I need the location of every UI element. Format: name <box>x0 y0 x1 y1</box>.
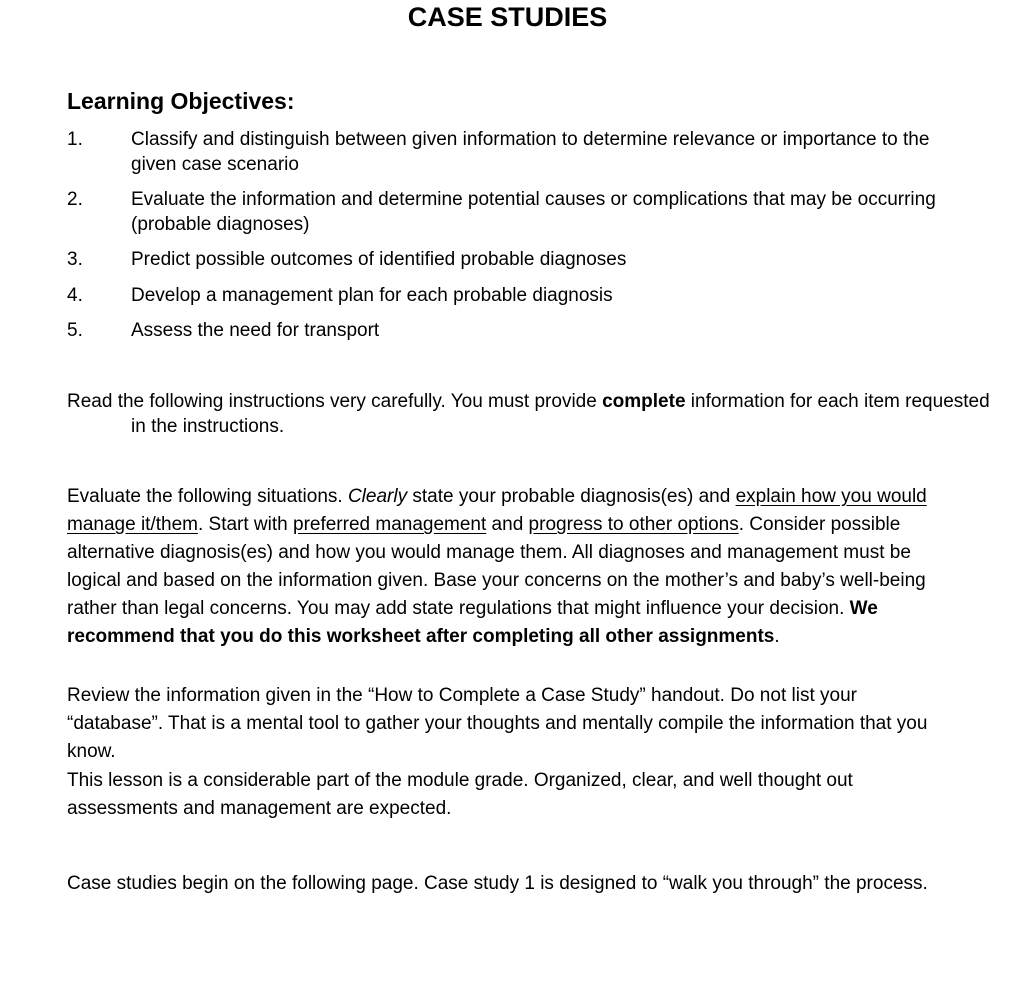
objective-number: 4. <box>67 285 83 306</box>
review-paragraph: Review the information given in the “How to Complete a Case Study” handout. Do not list your “database”. That is a mental tool to gather your thoughts and mentally compile the information that you know. <box>67 685 928 762</box>
emphasis-clearly: Clearly <box>347 486 408 507</box>
evaluate-paragraph <box>67 483 957 651</box>
objective-item-4 <box>67 283 967 308</box>
read-instructions-paragraph <box>67 389 991 439</box>
objective-text: Evaluate the information and determine potential causes or complications that may be occurring (probable diagnoses) <box>131 189 936 235</box>
evaluate-text: and <box>486 514 529 535</box>
objective-item-5 <box>67 318 967 343</box>
emphasis-recommendation: We recommend that you do this worksheet after completing all other assignments <box>67 598 878 647</box>
objective-item-2 <box>67 187 967 237</box>
evaluate-text: state your probable diagnosis(es) and <box>407 486 736 507</box>
underline-explain-manage: explain how you would manage it/them <box>67 486 927 535</box>
objective-number: 5. <box>67 320 83 341</box>
objective-text: Assess the need for transport <box>131 320 380 341</box>
objective-item-3 <box>67 247 967 272</box>
read-instructions-text: Read the following instructions very carefully. You must provide <box>67 391 603 412</box>
case-start-paragraph: Case studies begin on the following page. Case study 1 is designed to “walk you through” the process. <box>67 873 928 894</box>
objective-item-1 <box>67 127 967 177</box>
objectives-heading: Learning Objectives: <box>67 88 295 114</box>
objective-text: Predict possible outcomes of identified probable diagnoses <box>131 249 627 270</box>
objective-text: Classify and distinguish between given information to determine relevance or importance to the given case scenario <box>131 129 930 175</box>
underline-progress-options: progress to other options <box>528 514 739 535</box>
emphasis-complete: complete <box>602 391 686 412</box>
objective-number: 1. <box>67 129 83 150</box>
read-instructions-text-end: information for each item requested in the instructions. <box>131 391 990 437</box>
objective-text: Develop a management plan for each probable diagnosis <box>131 285 613 306</box>
evaluate-text: . Consider possible alternative diagnosis(es) and how you would manage them. All diagnoses and management must be logical and based on the information given. Base your concerns on the mother’s and baby’s well-being rather than legal concerns. You may add state regulations that might influence your decision. <box>67 514 926 619</box>
underline-preferred-management: preferred management <box>293 514 487 535</box>
lesson-paragraph: This lesson is a considerable part of the module grade. Organized, clear, and well thought out assessments and management are expected. <box>67 770 853 819</box>
page-title: CASE STUDIES <box>407 2 608 32</box>
evaluate-text: Evaluate the following situations. <box>67 486 348 507</box>
objective-number: 3. <box>67 249 83 270</box>
objective-number: 2. <box>67 189 83 210</box>
evaluate-text: . Start with <box>197 514 293 535</box>
evaluate-text: . <box>774 626 780 647</box>
